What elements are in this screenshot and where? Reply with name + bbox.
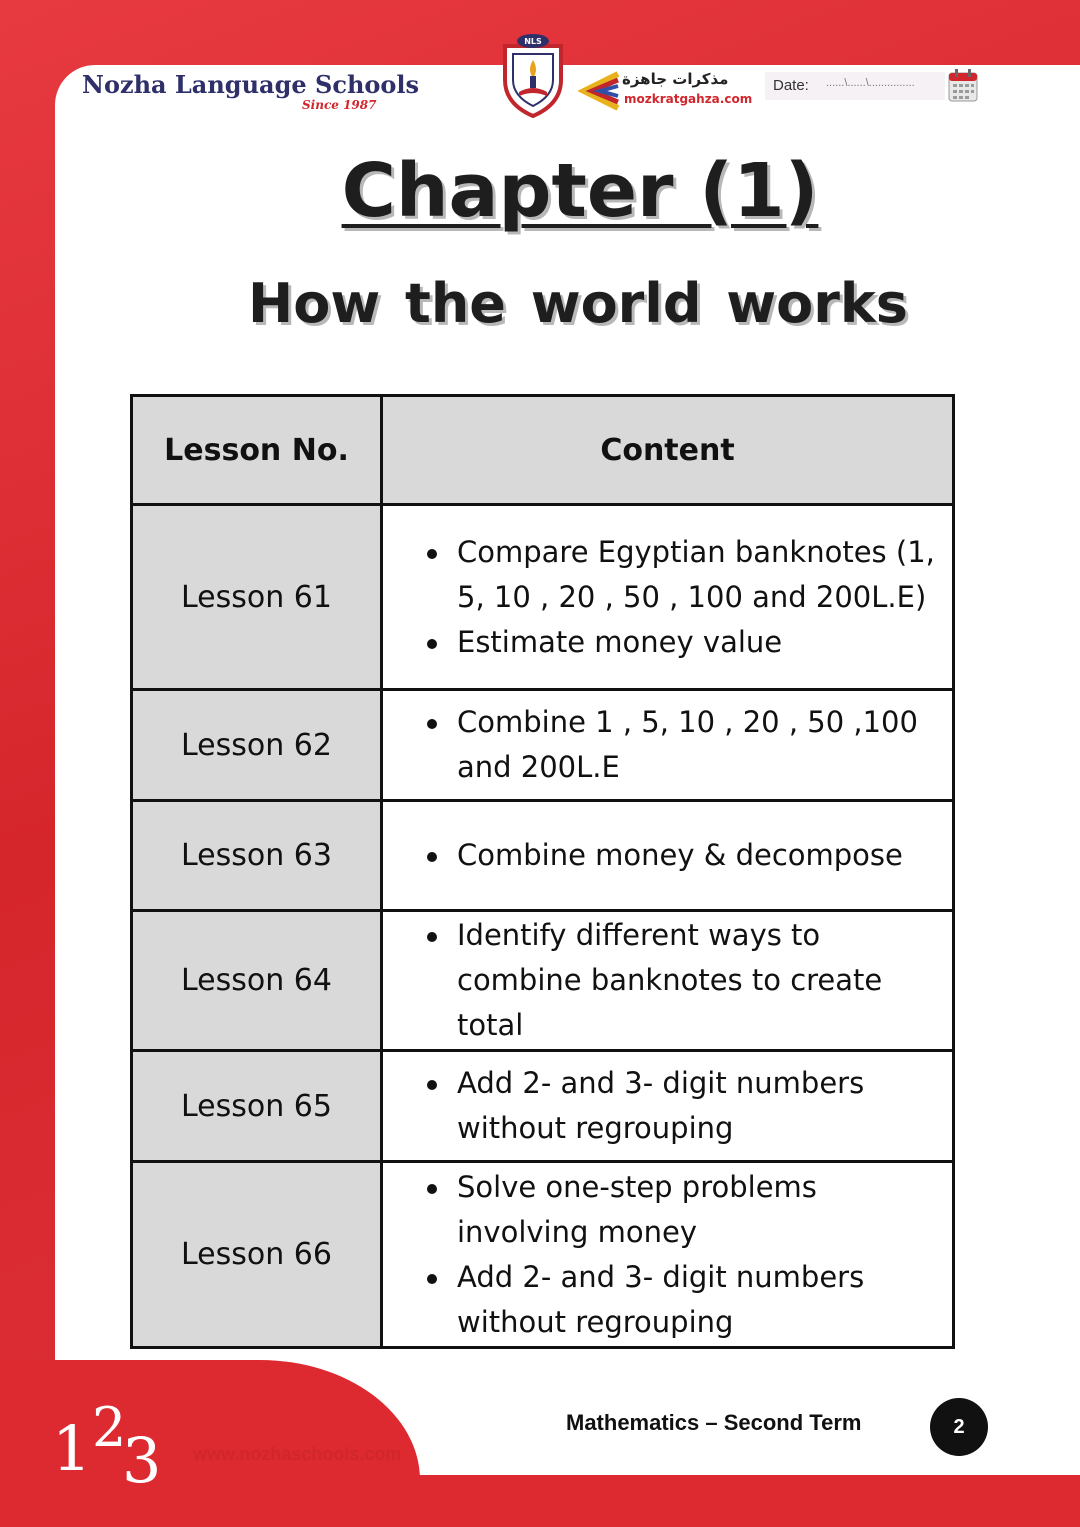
lesson-content bbox=[382, 1162, 954, 1348]
footer-digits-graphic bbox=[52, 1388, 172, 1488]
lesson-content bbox=[382, 505, 954, 690]
content-list bbox=[383, 700, 952, 790]
content-list bbox=[383, 1165, 952, 1345]
content-list bbox=[383, 530, 952, 665]
lesson-content bbox=[382, 690, 954, 801]
partner-url: mozkratgahza.com bbox=[624, 92, 753, 106]
table-row bbox=[132, 911, 954, 1051]
date-label: Date: bbox=[773, 77, 809, 94]
list-item: Compare Egyptian banknotes (1, 5, 10 , 20 , 50 , 100 and 200L.E) bbox=[457, 530, 942, 620]
school-crest-icon bbox=[497, 32, 569, 118]
content-list bbox=[383, 913, 952, 1048]
partner-logo-icon bbox=[578, 70, 622, 112]
footer-digit-2: 2 bbox=[92, 1396, 127, 1459]
list-item: Add 2- and 3- digit numbers without regrouping bbox=[457, 1061, 942, 1151]
chapter-title: Chapter (1) bbox=[341, 148, 819, 234]
footer-digit-1: 1 bbox=[52, 1412, 92, 1485]
page-number-badge: 2 bbox=[930, 1398, 988, 1456]
partner-arabic-name: مذكرات جاهزة bbox=[622, 70, 729, 88]
lessons-table bbox=[130, 394, 955, 1349]
chapter-subtitle: How the world works bbox=[248, 272, 908, 335]
table-row bbox=[132, 690, 954, 801]
school-name: Nozha Language Schools bbox=[82, 70, 420, 99]
list-item: Combine 1 , 5, 10 , 20 , 50 ,100 and 200L.E bbox=[457, 700, 942, 790]
lesson-number: Lesson 64 bbox=[132, 911, 382, 1051]
footer-website-link[interactable]: www.nozhaschools.com bbox=[193, 1444, 402, 1464]
school-since: Since 1987 bbox=[302, 98, 377, 112]
list-item: Add 2- and 3- digit numbers without regrouping bbox=[457, 1255, 942, 1345]
crest-label: NLS bbox=[524, 37, 542, 46]
table-row bbox=[132, 801, 954, 911]
calendar-icon bbox=[948, 68, 978, 102]
table-header-row bbox=[132, 396, 954, 505]
date-value: ......\......\............... bbox=[826, 77, 915, 89]
content-list bbox=[383, 833, 952, 878]
lesson-number: Lesson 61 bbox=[132, 505, 382, 690]
lesson-content bbox=[382, 1051, 954, 1162]
lesson-content bbox=[382, 911, 954, 1051]
footer-digit-3: 3 bbox=[122, 1424, 162, 1488]
list-item: Identify different ways to combine banknotes to create total bbox=[457, 913, 942, 1048]
footer-subject: Mathematics – Second Term bbox=[566, 1410, 862, 1435]
list-item: Estimate money value bbox=[457, 620, 942, 665]
list-item: Solve one-step problems involving money bbox=[457, 1165, 942, 1255]
table-row bbox=[132, 1051, 954, 1162]
lesson-number: Lesson 62 bbox=[132, 690, 382, 801]
lesson-number: Lesson 65 bbox=[132, 1051, 382, 1162]
table-row bbox=[132, 1162, 954, 1348]
lesson-number: Lesson 66 bbox=[132, 1162, 382, 1348]
table-row bbox=[132, 505, 954, 690]
header-lesson-no: Lesson No. bbox=[132, 396, 382, 505]
content-list bbox=[383, 1061, 952, 1151]
lesson-number: Lesson 63 bbox=[132, 801, 382, 911]
lesson-content bbox=[382, 801, 954, 911]
list-item: Combine money & decompose bbox=[457, 833, 942, 878]
header-content: Content bbox=[382, 396, 954, 505]
